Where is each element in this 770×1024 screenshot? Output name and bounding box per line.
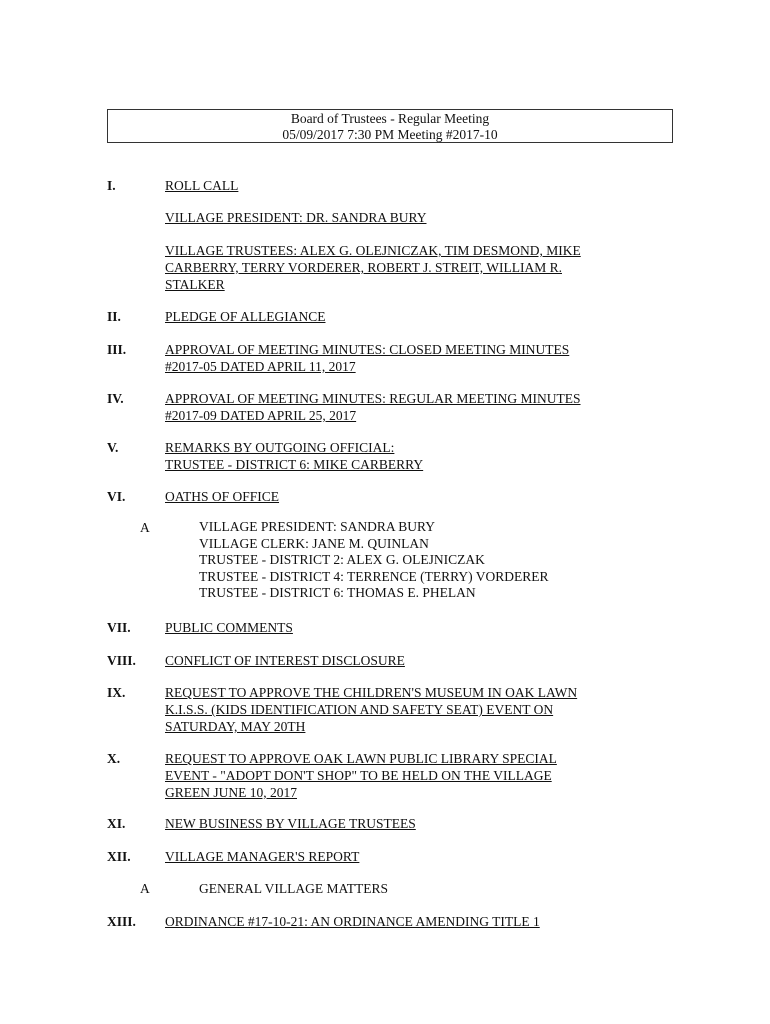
trustees-line-1: VILLAGE TRUSTEES: ALEX G. OLEJNICZAK, TIM DESMOND, MIKE — [165, 243, 581, 258]
item-number: VII. — [107, 620, 131, 635]
item-title-line-2: K.I.S.S. (KIDS IDENTIFICATION AND SAFETY SEAT) EVENT ON — [165, 702, 554, 717]
item-title-line-1: REQUEST TO APPROVE OAK LAWN PUBLIC LIBRARY SPECIAL — [165, 751, 557, 766]
item-title-line-2: TRUSTEE - DISTRICT 6: MIKE CARBERRY — [165, 457, 424, 472]
item-title-line-1: APPROVAL OF MEETING MINUTES: CLOSED MEETING MINUTES — [165, 342, 570, 357]
item-number: X. — [107, 751, 121, 766]
item-number: III. — [107, 342, 127, 357]
meeting-date: 05/09/2017 7:30 PM Meeting #2017-10 — [282, 127, 498, 142]
item-title — [165, 341, 610, 375]
meeting-header-box — [107, 109, 673, 143]
item-title-line-3: SATURDAY, MAY 20TH — [165, 719, 306, 734]
item-title: NEW BUSINESS BY VILLAGE TRUSTEES — [165, 816, 416, 831]
item-number: XIII. — [107, 914, 136, 929]
oath-line-district-2: TRUSTEE - DISTRICT 2: ALEX G. OLEJNICZAK — [199, 552, 485, 568]
oath-line-district-6: TRUSTEE - DISTRICT 6: THOMAS E. PHELAN — [199, 585, 476, 601]
item-title-line-1: APPROVAL OF MEETING MINUTES: REGULAR MEETING MINUTES — [165, 391, 581, 406]
item-title: PLEDGE OF ALLEGIANCE — [165, 309, 326, 324]
item-number: VIII. — [107, 653, 136, 668]
item-title: CONFLICT OF INTEREST DISCLOSURE — [165, 653, 405, 668]
village-president-line: VILLAGE PRESIDENT: DR. SANDRA BURY — [165, 210, 427, 225]
oath-line-clerk: VILLAGE CLERK: JANE M. QUINLAN — [199, 535, 429, 551]
trustees-line-3: STALKER — [165, 277, 225, 292]
item-number: V. — [107, 440, 119, 455]
trustees-line-2: CARBERRY, TERRY VORDERER, ROBERT J. STREIT, WILLIAM R. — [165, 260, 562, 275]
item-title: PUBLIC COMMENTS — [165, 620, 293, 635]
item-number: XII. — [107, 849, 131, 864]
item-title-line-1: REQUEST TO APPROVE THE CHILDREN'S MUSEUM IN OAK LAWN — [165, 685, 578, 700]
item-number: VI. — [107, 489, 126, 504]
oath-line-president: VILLAGE PRESIDENT: SANDRA BURY — [199, 519, 435, 534]
item-title: OATHS OF OFFICE — [165, 489, 280, 504]
item-title-line-2: #2017-09 DATED APRIL 25, 2017 — [165, 408, 357, 423]
item-title — [165, 439, 610, 473]
item-title-line-1: REMARKS BY OUTGOING OFFICIAL: — [165, 440, 395, 455]
item-number: II. — [107, 309, 121, 324]
item-title-line-3: GREEN JUNE 10, 2017 — [165, 785, 297, 800]
item-number: XI. — [107, 816, 126, 831]
item-title — [165, 750, 610, 801]
village-trustees-block — [165, 242, 595, 293]
subitem-letter: A — [140, 520, 150, 535]
oath-line-district-4: TRUSTEE - DISTRICT 4: TERRENCE (TERRY) VORDERER — [199, 568, 549, 584]
subitem-letter: A — [140, 881, 150, 896]
item-title-line-2: #2017-05 DATED APRIL 11, 2017 — [165, 359, 356, 374]
item-number: IX. — [107, 685, 126, 700]
item-title: ORDINANCE #17-10-21: AN ORDINANCE AMENDING TITLE 1 — [165, 914, 540, 929]
item-title-line-2: EVENT - "ADOPT DON'T SHOP" TO BE HELD ON THE VILLAGE — [165, 768, 552, 783]
meeting-title: Board of Trustees - Regular Meeting — [290, 111, 490, 126]
item-number: I. — [107, 178, 116, 193]
subitem-title: GENERAL VILLAGE MATTERS — [199, 881, 388, 896]
item-title — [165, 390, 610, 424]
item-title: VILLAGE MANAGER'S REPORT — [165, 849, 360, 864]
item-title — [165, 684, 610, 735]
item-title: ROLL CALL — [165, 178, 239, 193]
oaths-list — [199, 519, 599, 602]
item-number: IV. — [107, 391, 124, 406]
